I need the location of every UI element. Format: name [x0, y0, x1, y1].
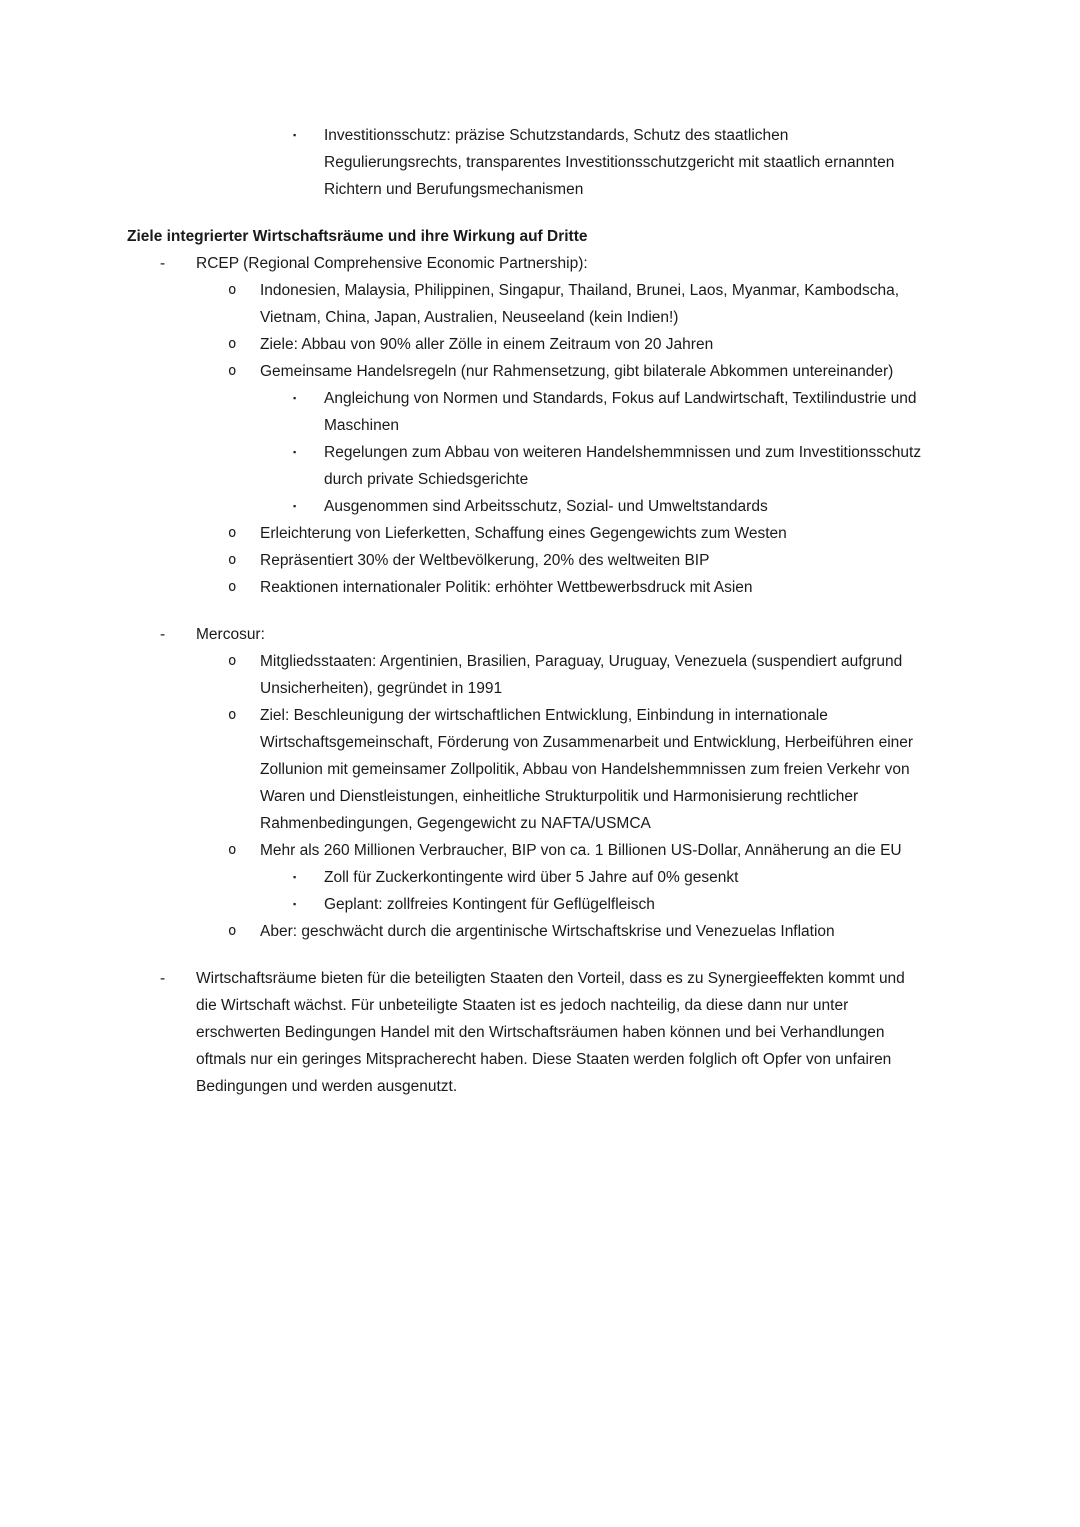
list-item [127, 918, 928, 945]
circle-bullet-icon: o [228, 579, 237, 595]
list-item-text: Ziel: Beschleunigung der wirtschaftlichen Entwicklung, Einbindung in internationale Wirtschaftsgemeinschaft, Förderung von Zusammenarbeit und Entwicklung, Herbeiführen einer Zollunion mit gemeinsamer Zollpolitik, Abbau von Handelshemmnissen zum freien Verkehr von Waren und Dienstleistungen, einheitliche Strukturpolitik und Harmonisierung rechtlicher Rahmenbedingungen, Gegengewicht zu NAFTA/USMCA [260, 707, 914, 832]
list-item-text: Investitionsschutz: präzise Schutzstandards, Schutz des staatlichen Regulierungsrechts, transparentes Investitionsschutzgericht mit staatlich ernannten Richtern und Berufungsmechanismen [324, 127, 895, 198]
list-item-text: Wirtschaftsräume bieten für die beteiligten Staaten den Vorteil, dass es zu Synergieeffekten kommt und die Wirtschaft wächst. Für unbeteiligte Staaten ist es jedoch nachteilig, da diese dann nur unter erschwerten Bedingungen Handel mit den Wirtschaftsräumen haben können und bei Verhandlungen oftmals nur ein geringes Mitspracherecht haben. Diese Staaten werden folglich oft Opfer von unfairen Bedingungen und werden ausgenutzt. [196, 970, 905, 1095]
circle-bullet-icon: o [228, 842, 237, 858]
dash-bullet-icon: - [160, 255, 166, 272]
list-item [127, 621, 928, 648]
list-item-text: Angleichung von Normen und Standards, Fokus auf Landwirtschaft, Textilindustrie und Maschinen [324, 390, 917, 434]
list-item-text: RCEP (Regional Comprehensive Economic Partnership): [196, 255, 588, 272]
circle-bullet-icon: o [228, 707, 237, 723]
list-item [127, 122, 928, 203]
list-item [127, 702, 928, 837]
list-item-text: Regelungen zum Abbau von weiteren Handelshemmnissen und zum Investitionsschutz durch private Schiedsgerichte [324, 444, 922, 488]
circle-bullet-icon: o [228, 336, 237, 352]
section-heading [127, 223, 928, 250]
list-item [127, 385, 928, 439]
list-item-text: Repräsentiert 30% der Weltbevölkerung, 20% des weltweiten BIP [260, 552, 710, 569]
list-item [127, 965, 928, 1100]
list-item-text: Reaktionen internationaler Politik: erhöhter Wettbewerbsdruck mit Asien [260, 579, 753, 596]
circle-bullet-icon: o [228, 363, 237, 379]
square-bullet-icon: ▪ [293, 447, 297, 457]
heading-text: Ziele integrierter Wirtschaftsräume und ihre Wirkung auf Dritte [127, 228, 588, 245]
list-item [127, 358, 928, 385]
square-bullet-icon: ▪ [293, 501, 297, 511]
list-item-text: Mehr als 260 Millionen Verbraucher, BIP von ca. 1 Billionen US-Dollar, Annäherung an die EU [260, 842, 902, 859]
square-bullet-icon: ▪ [293, 393, 297, 403]
circle-bullet-icon: o [228, 282, 237, 298]
list-item [127, 493, 928, 520]
list-item [127, 520, 928, 547]
list-item-text: Gemeinsame Handelsregeln (nur Rahmensetzung, gibt bilaterale Abkommen untereinander) [260, 363, 894, 380]
dash-bullet-icon: - [160, 970, 166, 987]
list-item [127, 250, 928, 277]
list-item [127, 864, 928, 891]
circle-bullet-icon: o [228, 525, 237, 541]
circle-bullet-icon: o [228, 923, 237, 939]
square-bullet-icon: ▪ [293, 872, 297, 882]
list-item [127, 837, 928, 864]
list-item-text: Geplant: zollfreies Kontingent für Geflügelfleisch [324, 896, 655, 913]
document-content [127, 122, 928, 1100]
square-bullet-icon: ▪ [293, 130, 297, 140]
circle-bullet-icon: o [228, 653, 237, 669]
dash-bullet-icon: - [160, 626, 166, 643]
list-item-text: Erleichterung von Lieferketten, Schaffung eines Gegengewichts zum Westen [260, 525, 787, 542]
list-item-text: Ziele: Abbau von 90% aller Zölle in einem Zeitraum von 20 Jahren [260, 336, 714, 353]
list-item [127, 547, 928, 574]
list-item-text: Mitgliedsstaaten: Argentinien, Brasilien, Paraguay, Uruguay, Venezuela (suspendiert aufgrund Unsicherheiten), gegründet in 1991 [260, 653, 903, 697]
circle-bullet-icon: o [228, 552, 237, 568]
list-item-text: Indonesien, Malaysia, Philippinen, Singapur, Thailand, Brunei, Laos, Myanmar, Kambodscha, Vietnam, China, Japan, Australien, Neuseeland (kein Indien!) [260, 282, 900, 326]
list-item-text: Ausgenommen sind Arbeitsschutz, Sozial- und Umweltstandards [324, 498, 768, 515]
list-item-text: Zoll für Zuckerkontingente wird über 5 Jahre auf 0% gesenkt [324, 869, 739, 886]
list-item [127, 891, 928, 918]
list-item [127, 574, 928, 601]
list-item [127, 277, 928, 331]
list-item [127, 648, 928, 702]
list-item-text: Aber: geschwächt durch die argentinische Wirtschaftskrise und Venezuelas Inflation [260, 923, 835, 940]
list-item [127, 439, 928, 493]
square-bullet-icon: ▪ [293, 899, 297, 909]
list-item-text: Mercosur: [196, 626, 265, 643]
list-item [127, 331, 928, 358]
